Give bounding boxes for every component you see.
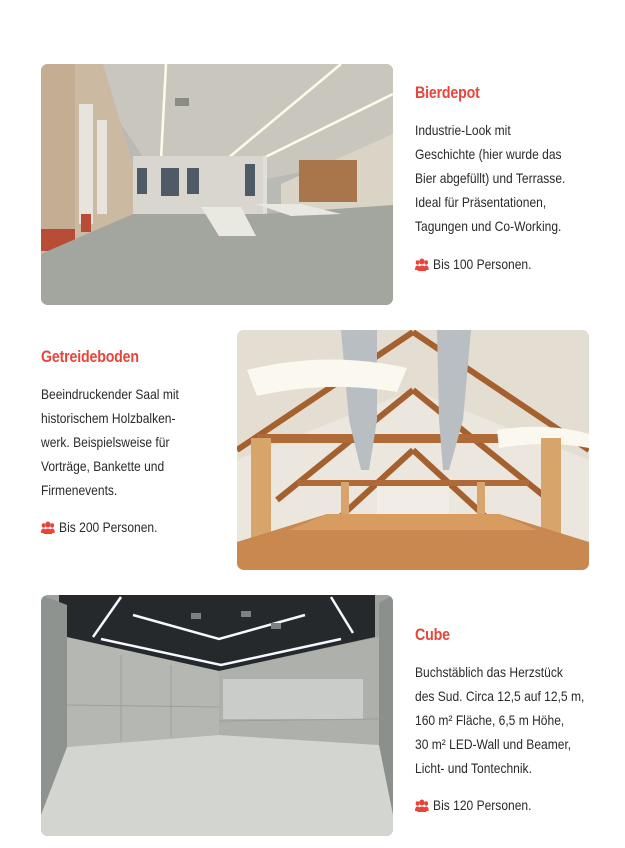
getreideboden-photo (237, 330, 589, 570)
capacity-info (415, 797, 531, 813)
section-title: Bierdepot (415, 84, 480, 102)
section-title: Getreideboden (41, 348, 139, 366)
cube-photo (41, 595, 393, 836)
section-title: Cube (415, 626, 450, 644)
capacity-text: Bis 200 Personen. (59, 519, 158, 535)
capacity-info (41, 519, 157, 535)
capacity-text: Bis 120 Personen. (433, 797, 532, 813)
bierdepot-photo (41, 64, 393, 305)
section-description: Industrie-Look mit Geschichte (hier wurde das Bier abgefüllt) und Terrasse. Ideal für Präsentationen, Tagungen und Co-Working. (415, 122, 566, 234)
capacity-text: Bis 100 Personen. (433, 256, 532, 272)
people-icon (415, 799, 429, 812)
section-description: Beeindruckender Saal mit historischem Holzbalken- werk. Beispielsweise für Vorträge, Bankette und Firmenevents. (41, 386, 179, 498)
section-description: Buchstäblich das Herzstück des Sud. Circa 12,5 auf 12,5 m, 160 m² Fläche, 6,5 m Höhe, 30 m² LED-Wall und Beamer, Licht- und Tontechnik. (415, 664, 585, 776)
people-icon (41, 521, 55, 534)
capacity-info (415, 256, 531, 272)
people-icon (415, 258, 429, 271)
